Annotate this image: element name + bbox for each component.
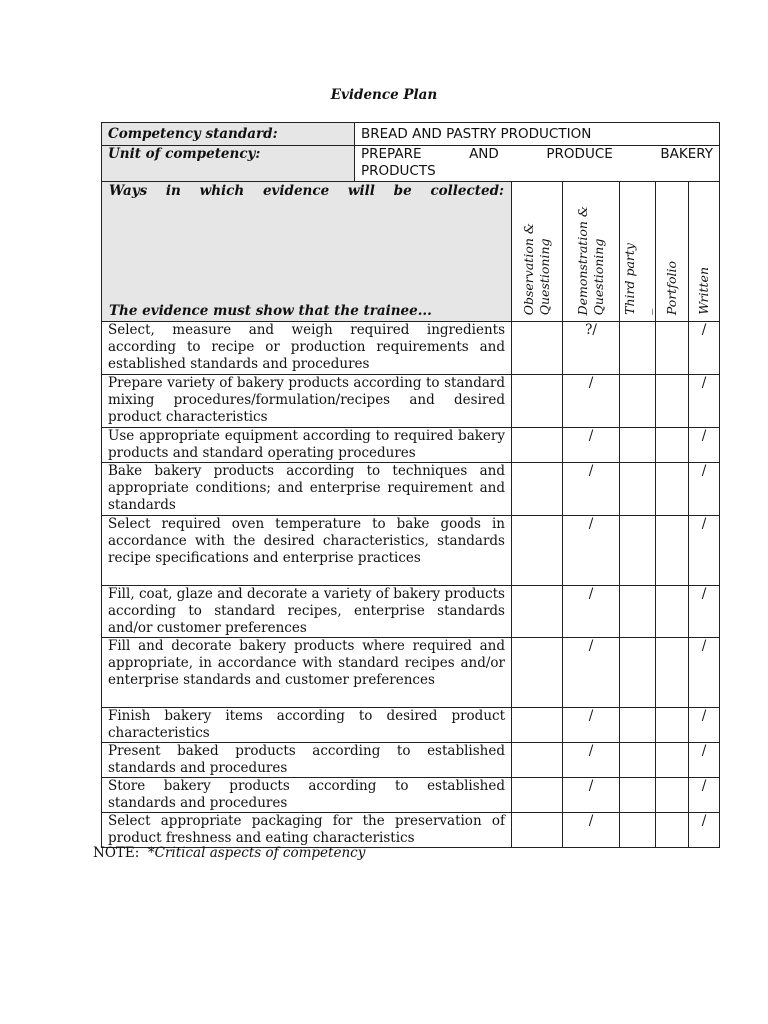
evidence-mark: / xyxy=(563,638,620,708)
criteria-row xyxy=(102,586,720,638)
evidence-mark xyxy=(656,375,689,428)
competency-standard-row xyxy=(102,123,720,146)
evidence-mark xyxy=(620,428,656,463)
evidence-mark: / xyxy=(689,708,720,743)
evidence-mark: / xyxy=(563,743,620,778)
evidence-mark xyxy=(620,586,656,638)
method-label-line1: Written xyxy=(696,267,712,315)
evidence-must-show-label: The evidence must show that the trainee... xyxy=(109,303,432,319)
method-column-header xyxy=(512,182,563,322)
criteria-row xyxy=(102,638,720,708)
unit-of-competency-row xyxy=(102,146,720,182)
method-column-label xyxy=(664,261,680,315)
criteria-row xyxy=(102,428,720,463)
evidence-mark xyxy=(512,322,563,375)
unit-value-line1: PREPARE AND PRODUCE BAKERY xyxy=(361,146,714,162)
criteria-text: Store bakery products according to established standards and procedures xyxy=(102,778,512,813)
evidence-mark: / xyxy=(689,463,720,516)
ways-evidence-cell xyxy=(102,182,512,322)
evidence-mark xyxy=(656,778,689,813)
evidence-mark: / xyxy=(563,463,620,516)
evidence-mark xyxy=(620,322,656,375)
criteria-text: Select appropriate packaging for the preservation of product freshness and eating characteristics xyxy=(102,813,512,848)
method-label-line1: Observation & xyxy=(521,222,536,315)
method-column-label xyxy=(622,243,654,315)
criteria-row xyxy=(102,708,720,743)
evidence-mark: / xyxy=(689,638,720,708)
criteria-text: Select, measure and weigh required ingredients according to recipe or production requirements and established standards and procedures xyxy=(102,322,512,375)
criteria-text: Select required oven temperature to bake goods in accordance with the desired characteristics, standards recipe specifications and enterprise practices xyxy=(102,516,512,586)
note-text: *Critical aspects of competency xyxy=(147,845,366,861)
unit-of-competency-label: Unit of competency: xyxy=(102,146,355,182)
evidence-mark xyxy=(656,586,689,638)
evidence-mark xyxy=(656,428,689,463)
method-label-line1: Demonstration & xyxy=(575,205,590,315)
criteria-text: Present baked products according to established standards and procedures xyxy=(102,743,512,778)
evidence-mark xyxy=(620,778,656,813)
evidence-mark: / xyxy=(563,375,620,428)
evidence-mark xyxy=(512,375,563,428)
unit-value-line2: PRODUCTS xyxy=(361,163,436,179)
method-column-header xyxy=(563,182,620,322)
criteria-text: Bake bakery products according to techniques and appropriate conditions; and enterprise requirement and standards xyxy=(102,463,512,516)
method-label-line2: Questioning xyxy=(591,238,606,315)
evidence-mark xyxy=(620,375,656,428)
method-column-header xyxy=(689,182,720,322)
evidence-mark: / xyxy=(689,375,720,428)
evidence-mark: / xyxy=(689,516,720,586)
evidence-mark xyxy=(656,708,689,743)
criteria-text: Finish bakery items according to desired product characteristics xyxy=(102,708,512,743)
evidence-mark xyxy=(656,638,689,708)
criteria-text: Fill, coat, glaze and decorate a variety of bakery products according to standard recipes, enterprise standards and/or customer preferences xyxy=(102,586,512,638)
evidence-mark xyxy=(512,708,563,743)
evidence-mark: / xyxy=(563,516,620,586)
evidence-mark xyxy=(512,743,563,778)
note xyxy=(93,845,365,861)
criteria-text: Fill and decorate bakery products where required and appropriate, in accordance with standard recipes and/or enterprise standards and customer preferences xyxy=(102,638,512,708)
evidence-mark xyxy=(620,813,656,848)
evidence-mark xyxy=(512,516,563,586)
evidence-mark: / xyxy=(563,778,620,813)
method-label-line2: _ xyxy=(637,308,653,315)
document-title: Evidence Plan xyxy=(330,87,438,103)
evidence-mark: / xyxy=(563,813,620,848)
criteria-text: Prepare variety of bakery products according to standard mixing procedures/formulation/recipes and desired product characteristics xyxy=(102,375,512,428)
evidence-mark xyxy=(620,743,656,778)
evidence-mark xyxy=(656,322,689,375)
evidence-methods-header-row xyxy=(102,182,720,322)
method-column-label xyxy=(696,267,712,315)
evidence-mark xyxy=(512,428,563,463)
criteria-row xyxy=(102,743,720,778)
evidence-mark: / xyxy=(689,813,720,848)
criteria-row xyxy=(102,463,720,516)
method-column-header xyxy=(620,182,656,322)
competency-standard-label: Competency standard: xyxy=(102,123,355,146)
evidence-mark xyxy=(620,638,656,708)
evidence-mark: / xyxy=(563,708,620,743)
evidence-mark xyxy=(620,516,656,586)
method-label-line2: Questioning xyxy=(537,238,552,315)
criteria-text: Use appropriate equipment according to required bakery products and standard operating procedures xyxy=(102,428,512,463)
evidence-mark: / xyxy=(689,322,720,375)
evidence-mark: / xyxy=(563,428,620,463)
criteria-row xyxy=(102,778,720,813)
criteria-row xyxy=(102,375,720,428)
evidence-mark xyxy=(512,813,563,848)
evidence-mark xyxy=(620,708,656,743)
method-label-line1: Portfolio xyxy=(664,260,679,315)
evidence-mark xyxy=(620,463,656,516)
unit-of-competency-value xyxy=(355,146,720,182)
evidence-mark: ?/ xyxy=(563,322,620,375)
evidence-mark: / xyxy=(689,743,720,778)
method-column-label xyxy=(521,223,553,315)
note-prefix: NOTE: xyxy=(93,845,140,861)
evidence-mark xyxy=(512,638,563,708)
evidence-mark xyxy=(656,743,689,778)
ways-evidence-label: Ways in which evidence will be collected: xyxy=(109,183,504,199)
evidence-mark xyxy=(656,813,689,848)
evidence-mark xyxy=(512,586,563,638)
evidence-mark: / xyxy=(689,778,720,813)
criteria-row xyxy=(102,322,720,375)
competency-standard-value: BREAD AND PASTRY PRODUCTION xyxy=(355,123,720,146)
method-label-line1: Third party xyxy=(621,243,637,315)
criteria-row xyxy=(102,813,720,848)
evidence-mark: / xyxy=(689,428,720,463)
method-column-header xyxy=(656,182,689,322)
evidence-mark: / xyxy=(689,586,720,638)
evidence-mark xyxy=(656,516,689,586)
evidence-mark xyxy=(656,463,689,516)
criteria-row xyxy=(102,516,720,586)
evidence-mark: / xyxy=(563,586,620,638)
method-column-label xyxy=(575,206,607,315)
evidence-mark xyxy=(512,463,563,516)
evidence-mark xyxy=(512,778,563,813)
evidence-plan-table xyxy=(101,122,720,848)
